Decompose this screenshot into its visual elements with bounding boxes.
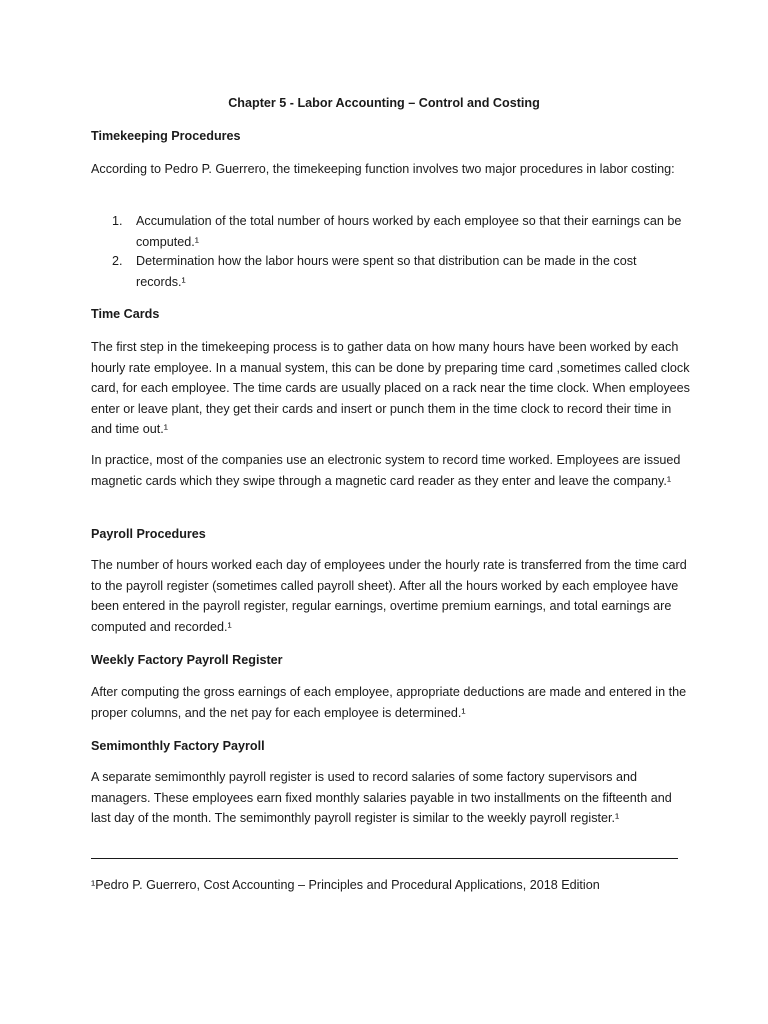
list-item-number: 2. [112,254,123,268]
heading-semimonthly-factory-payroll: Semimonthly Factory Payroll [91,739,265,753]
paragraph-weekly-payroll: After computing the gross earnings of each employee, appropriate deductions are made and entered in the proper columns, and the net pay for each employee is determined.¹ [91,685,687,720]
heading-timekeeping-procedures: Timekeeping Procedures [91,129,241,143]
list-item-text: Accumulation of the total number of hours worked by each employee so that their earnings can be computed.¹ [136,214,682,249]
footnote-separator [91,858,678,859]
list-item-number: 1. [112,214,123,228]
paragraph-time-cards-manual: The first step in the timekeeping process is to gather data on how many hours have been worked by each hourly rate employee. In a manual system, this can be done by preparing time card ,sometimes called clock card, for each employee. The time cards are usually placed on a rack near the time clock. When employees enter or leave plant, they get their cards and insert or punch them in the time clock to record their time in and time out.¹ [91,340,690,436]
list-item [112,211,682,252]
heading-weekly-factory-payroll-register: Weekly Factory Payroll Register [91,653,283,667]
list-item [112,251,682,292]
list-item-text: Determination how the labor hours were spent so that distribution can be made in the cost records.¹ [136,254,637,289]
paragraph-payroll-procedures: The number of hours worked each day of employees under the hourly rate is transferred from the time card to the payroll register (sometimes called payroll sheet). After all the hours worked by each employee have been entered in the payroll register, regular earnings, overtime premium earnings, and total earnings are computed and recorded.¹ [91,558,687,634]
paragraph-timekeeping-intro: According to Pedro P. Guerrero, the timekeeping function involves two major procedures in labor costing: [91,162,675,176]
document-title: Chapter 5 - Labor Accounting – Control and Costing [228,96,540,110]
paragraph-semimonthly-payroll: A separate semimonthly payroll register is used to record salaries of some factory supervisors and managers. These employees earn fixed monthly salaries payable in two installments on the fifteenth and last day of the month. The semimonthly payroll register is similar to the weekly payroll register.¹ [91,770,672,825]
footnote: ¹Pedro P. Guerrero, Cost Accounting – Principles and Procedural Applications, 2018 Edition [91,878,600,892]
heading-payroll-procedures: Payroll Procedures [91,527,206,541]
heading-time-cards: Time Cards [91,307,160,321]
paragraph-time-cards-electronic: In practice, most of the companies use an electronic system to record time worked. Employees are issued magnetic cards which they swipe through a magnetic card reader as they enter and leave the company.¹ [91,453,681,488]
